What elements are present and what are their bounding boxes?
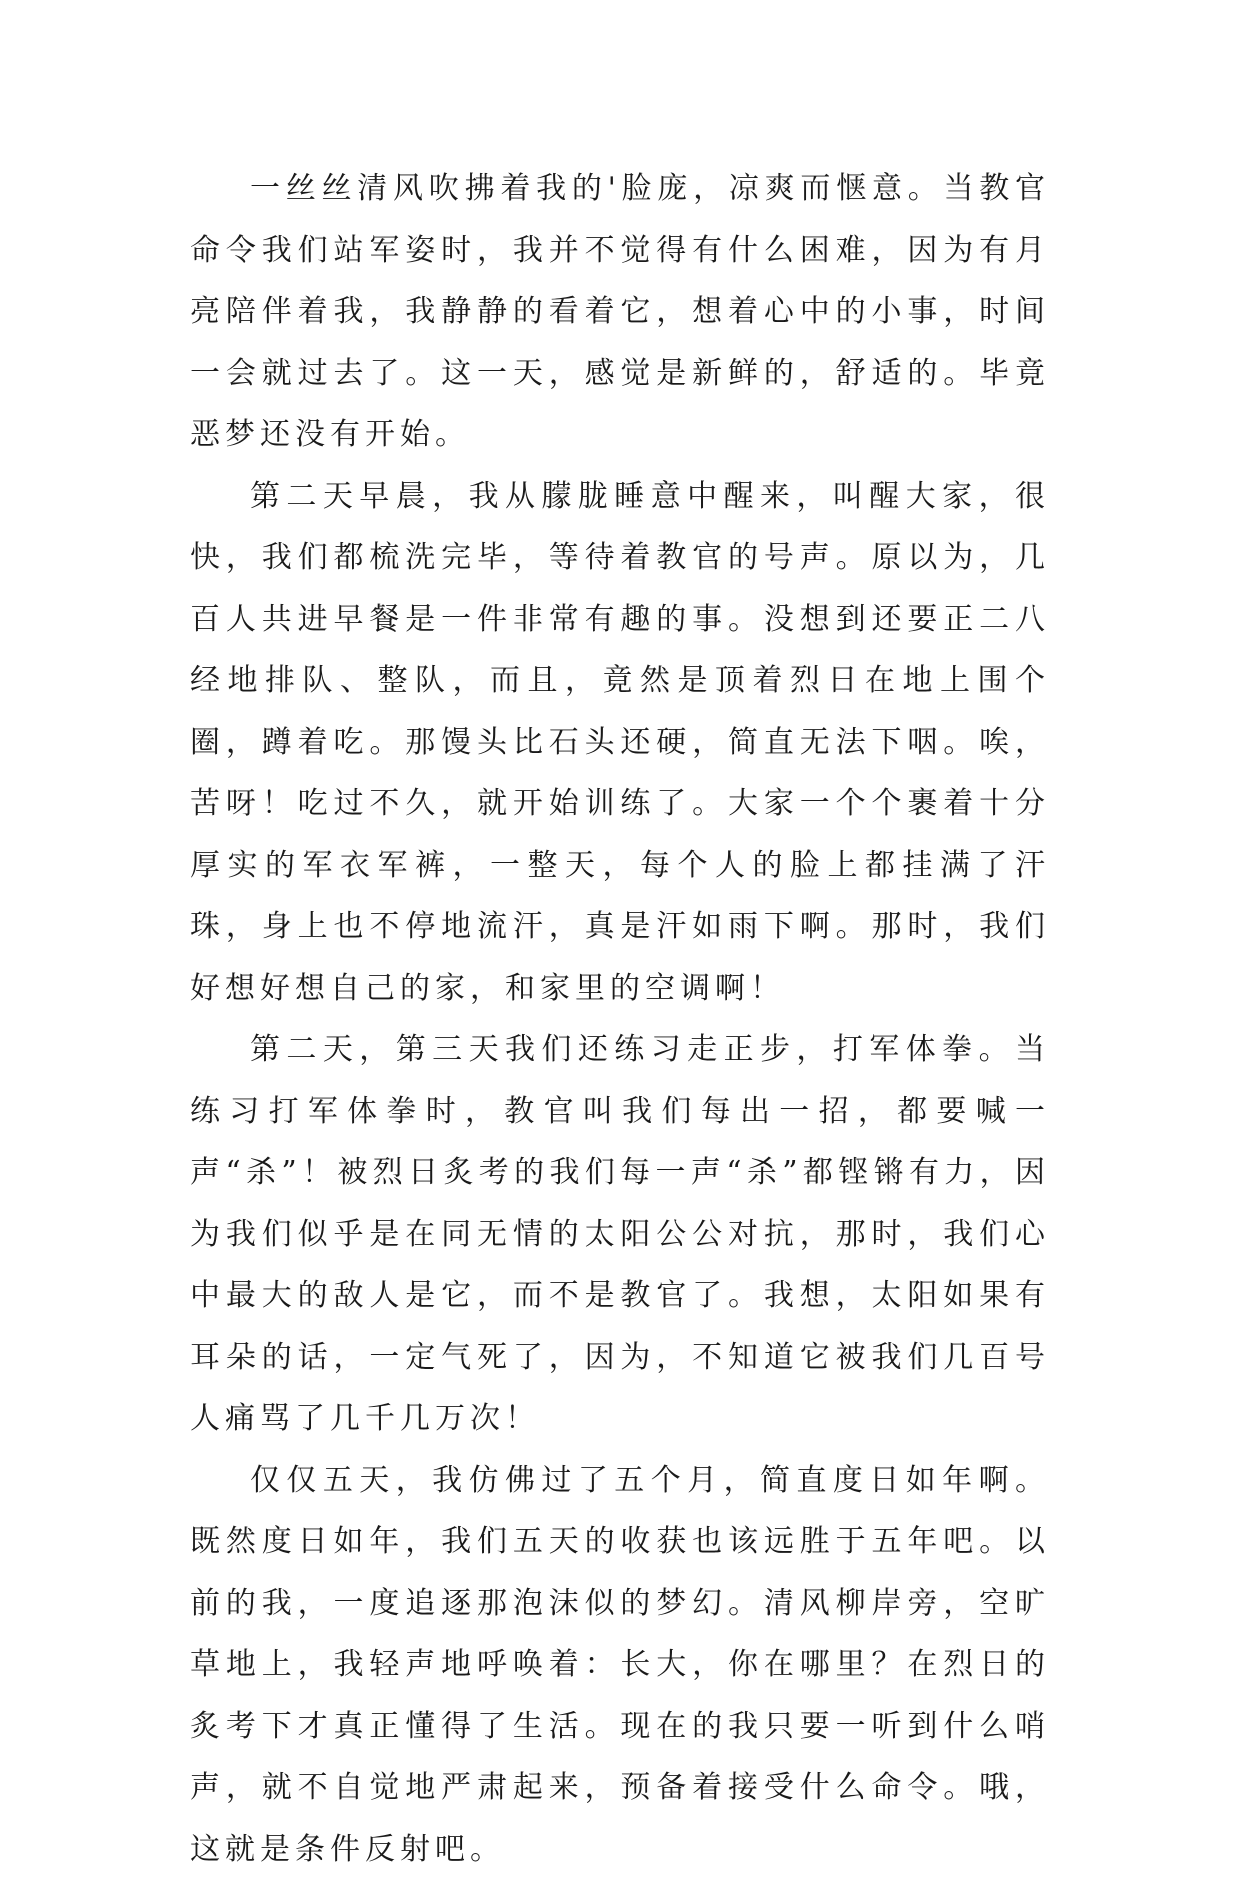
paragraph-1: 一丝丝清风吹拂着我的'脸庞，凉爽而惬意。当教官命令我们站军姿时，我并不觉得有什么困难，因为有月亮陪伴着我，我静静的看着它，想着心中的小事，时间一会就过去了。这一天，感觉是新鲜的，舒适的。毕竟恶梦还没有开始。	[190, 158, 1050, 466]
paragraph-2: 第二天早晨，我从朦胧睡意中醒来，叫醒大家，很快，我们都梳洗完毕，等待着教官的号声。原以为，几百人共进早餐是一件非常有趣的事。没想到还要正二八经地排队、整队，而且，竟然是顶着烈日在地上围个圈，蹲着吃。那馒头比石头还硬，简直无法下咽。唉，苦呀！吃过不久，就开始训练了。大家一个个裹着十分厚实的军衣军裤，一整天，每个人的脸上都挂满了汗珠，身上也不停地流汗，真是汗如雨下啊。那时，我们好想好想自己的家，和家里的空调啊！	[190, 466, 1050, 1020]
paragraph-3: 第二天，第三天我们还练习走正步，打军体拳。当练习打军体拳时，教官叫我们每出一招，都要喊一声“杀”！被烈日炙考的我们每一声“杀”都铿锵有力，因为我们似乎是在同无情的太阳公公对抗，那时，我们心中最大的敌人是它，而不是教官了。我想，太阳如果有耳朵的话，一定气死了，因为，不知道它被我们几百号人痛骂了几千几万次！	[190, 1019, 1050, 1450]
document-body	[190, 158, 1050, 1880]
paragraph-4: 仅仅五天，我仿佛过了五个月，简直度日如年啊。既然度日如年，我们五天的收获也该远胜于五年吧。以前的我，一度追逐那泡沫似的梦幻。清风柳岸旁，空旷草地上，我轻声地呼唤着：长大，你在哪里？在烈日的炙考下才真正懂得了生活。现在的我只要一听到什么哨声，就不自觉地严肃起来，预备着接受什么命令。哦，这就是条件反射吧。	[190, 1450, 1050, 1880]
